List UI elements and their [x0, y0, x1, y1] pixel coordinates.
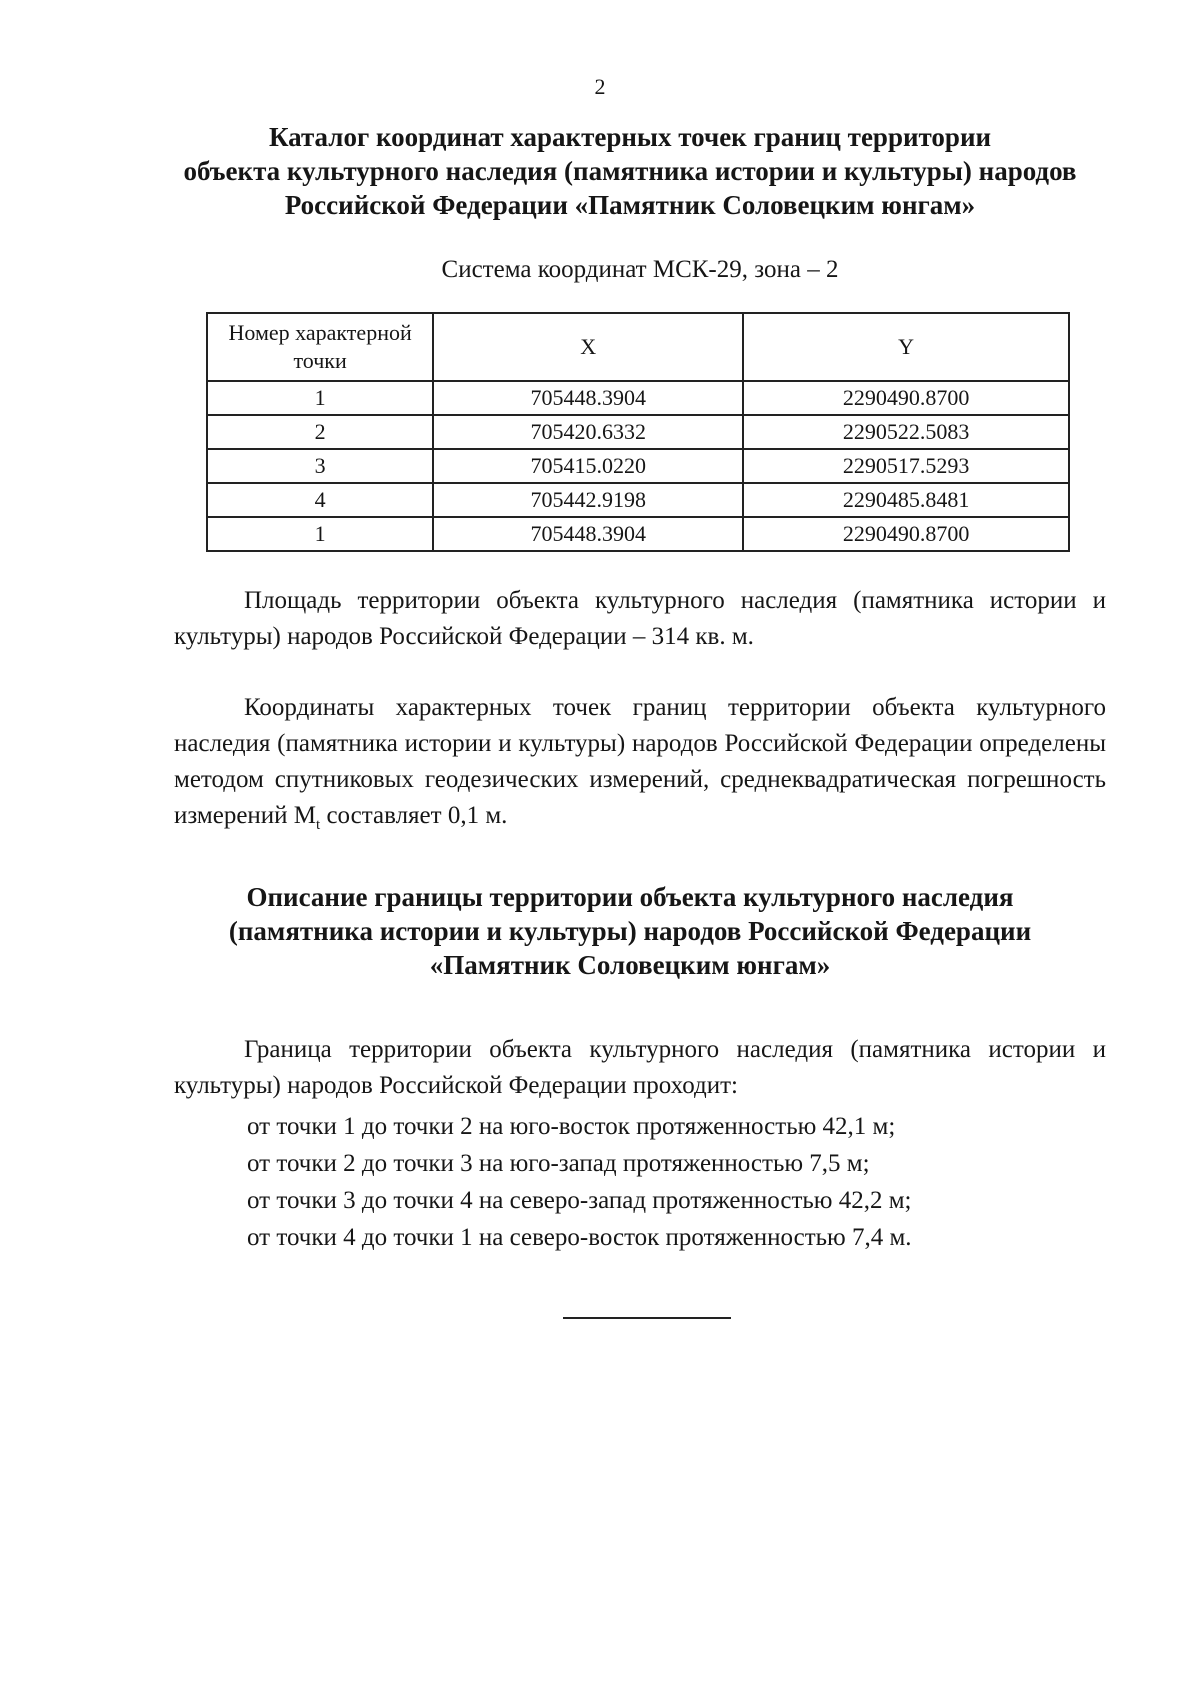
area-paragraph	[174, 583, 1106, 655]
header-x: X	[433, 313, 743, 381]
cell-point-number: 1	[207, 381, 433, 415]
catalog-title-line: объекта культурного наследия (памятника истории и культуры) народов	[183, 156, 1077, 186]
end-of-document-rule	[563, 1317, 731, 1319]
description-title-line: Описание границы территории объекта культурного наследия	[246, 882, 1014, 912]
cell-y: 2290490.8700	[743, 517, 1069, 551]
boundary-segments-list	[247, 1108, 1127, 1256]
cell-x: 705448.3904	[433, 381, 743, 415]
coordinate-system-caption: Система координат МСК-29, зона – 2	[441, 256, 839, 283]
description-title-line: (памятника истории и культуры) народов Российской Федерации	[228, 916, 1032, 946]
accuracy-text: Координаты характерных точек границ территории объекта культурного наследия (памятника истории и культуры) народов Российской Федерации определены методом спутниковых геодезических измерений, среднеквадратическая погрешность измерений M	[174, 694, 1106, 829]
table-row	[207, 517, 1069, 551]
accuracy-text-end: составляет 0,1 м.	[320, 802, 508, 829]
description-title	[150, 880, 1110, 982]
catalog-title-line: Российской Федерации «Памятник Соловецким юнгам»	[284, 190, 976, 220]
list-item: от точки 1 до точки 2 на юго-восток протяженностью 42,1 м;	[247, 1113, 896, 1140]
cell-y: 2290490.8700	[743, 381, 1069, 415]
list-item: от точки 4 до точки 1 на северо-восток протяженностью 7,4 м.	[247, 1224, 912, 1251]
cell-y: 2290522.5083	[743, 415, 1069, 449]
table-row	[207, 483, 1069, 517]
table-header-row	[207, 313, 1069, 381]
cell-x: 705420.6332	[433, 415, 743, 449]
cell-x: 705448.3904	[433, 517, 743, 551]
area-text: Площадь территории объекта культурного наследия (памятника истории и культуры) народов Российской Федерации – 314 кв. м.	[174, 587, 1106, 650]
description-title-line: «Памятник Соловецким юнгам»	[429, 950, 831, 980]
catalog-title	[130, 120, 1130, 222]
accuracy-paragraph	[174, 690, 1106, 843]
cell-point-number: 3	[207, 449, 433, 483]
list-item: от точки 3 до точки 4 на северо-запад протяженностью 42,2 м;	[247, 1187, 912, 1214]
cell-point-number: 2	[207, 415, 433, 449]
catalog-title-line: Каталог координат характерных точек границ территории	[268, 122, 992, 152]
header-point-number: Номер характерной точки	[207, 313, 433, 381]
table-row	[207, 449, 1069, 483]
boundary-intro	[174, 1032, 1106, 1104]
page-number: 2	[594, 74, 606, 99]
cell-y: 2290517.5293	[743, 449, 1069, 483]
list-item: от точки 2 до точки 3 на юго-запад протяженностью 7,5 м;	[247, 1150, 870, 1177]
cell-x: 705442.9198	[433, 483, 743, 517]
coordinates-table	[206, 312, 1070, 552]
cell-point-number: 1	[207, 517, 433, 551]
table-row	[207, 381, 1069, 415]
boundary-intro-text: Граница территории объекта культурного наследия (памятника истории и культуры) народов Российской Федерации проходит:	[174, 1036, 1106, 1099]
header-y: Y	[743, 313, 1069, 381]
accuracy-subscript: t	[316, 817, 321, 833]
cell-x: 705415.0220	[433, 449, 743, 483]
cell-point-number: 4	[207, 483, 433, 517]
table-row	[207, 415, 1069, 449]
cell-y: 2290485.8481	[743, 483, 1069, 517]
